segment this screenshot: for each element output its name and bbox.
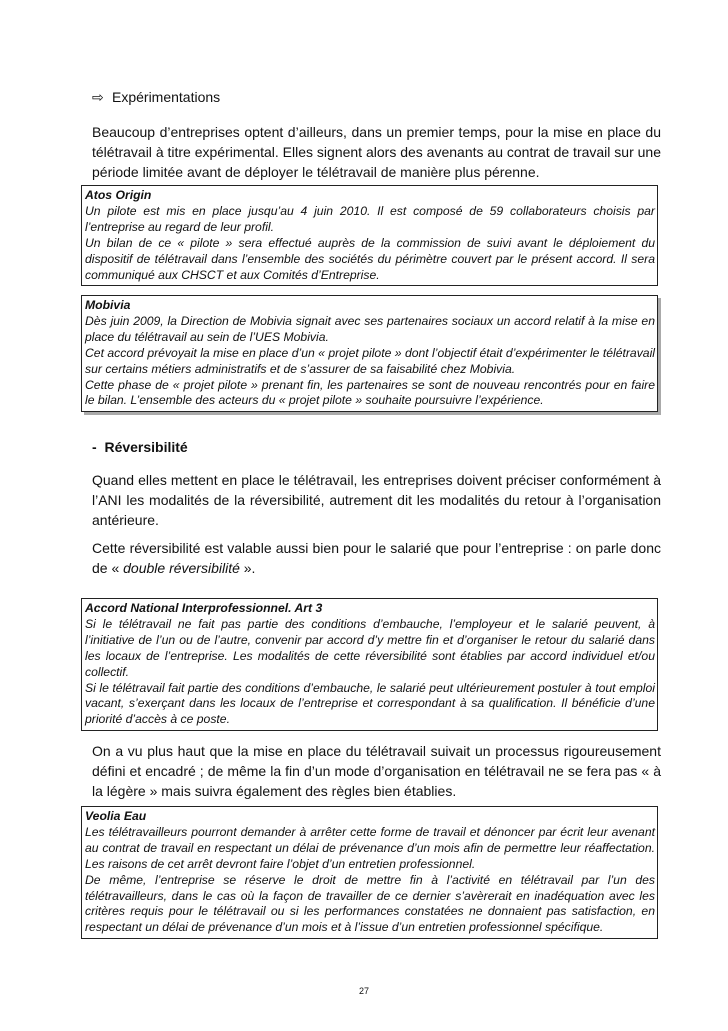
heading-text: Réversibilité (104, 439, 188, 455)
box-paragraph: Si le télétravail fait partie des conditions d’embauche, le salarié peut ultérieurement postuler à tout emploi vacant, s’exerçant dans les locaux de l’entreprise et correspondant à sa qualification. Il bénéficie d’une priorité d’accès à ce poste. (85, 680, 655, 727)
page-number: 27 (358, 986, 369, 996)
paragraph-experimentations: Beaucoup d’entreprises optent d’ailleurs, dans un premier temps, pour la mise en place du télétravail à titre expérimental. Elles signent alors des avenants au contrat de travail sur une période limitée avant de déployer le télétravail de manière plus pérenne. (92, 124, 661, 180)
box-paragraph: Un bilan de ce « pilote » sera effectué auprès de la commission de suivi avant le déploiement du dispositif de télétravail dans l’ensemble des sociétés du périmètre couvert par le présent accord. Il sera communiqué aux CHSCT et aux Comités d’Entreprise. (85, 235, 655, 282)
heading-text: Expérimentations (112, 89, 221, 105)
quote-box-ani-art3 (81, 598, 658, 731)
box-paragraph: Dès juin 2009, la Direction de Mobivia signait avec ses partenaires sociaux un accord relatif à la mise en place du télétravail au sein de l’UES Mobivia. (85, 313, 655, 344)
section-heading-experimentations (92, 89, 220, 106)
dash-bullet: - (92, 439, 105, 455)
quote-box-mobivia (81, 295, 658, 412)
box-title: Atos Origin (85, 188, 152, 202)
box-paragraph: Cet accord prévoyait la mise en place d’un « projet pilote » dont l’objectif était d’expérimenter le télétravail sur certains métiers administratifs et de s’assurer de sa faisabilité chez Mobivia. (85, 345, 655, 376)
quote-box-atos-origin (81, 185, 658, 286)
emphasis-double-reversibilite: double réversibilité (123, 560, 240, 576)
section-heading-reversibilite (92, 439, 188, 455)
paragraph-reversibilite-2: Cette réversibilité est valable aussi bien pour le salarié que pour l’entreprise : on parle donc de « double réversibilité ». (92, 540, 661, 576)
box-title: Veolia Eau (85, 809, 147, 823)
box-paragraph: Cette phase de « projet pilote » prenant fin, les partenaires se sont de nouveau rencontrés pour en faire le bilan. L’ensemble des acteurs du « projet pilote » souhaite poursuivre l’expérience. (85, 377, 655, 408)
paragraph-reversibilite-1: Quand elles mettent en place le télétravail, les entreprises doivent préciser conformément à l’ANI les modalités de la réversibilité, autrement dit les modalités du retour à l’organisation antérieure. (92, 472, 661, 528)
arrow-right-icon: ⇨ (92, 89, 104, 105)
box-title: Mobivia (85, 298, 131, 312)
paragraph-fin-teletravail: On a vu plus haut que la mise en place du télétravail suivait un processus rigoureusement défini et encadré ; de même la fin d’un mode d’organisation en télétravail ne se fera pas « à la légère » mais suivra également des règles bien établies. (92, 743, 661, 799)
box-paragraph: De même, l’entreprise se réserve le droit de mettre fin à l’activité en télétravail par l’un des télétravailleurs, dans le cas où la façon de travailler de ce dernier s’avèrerait en inadéquation avec les critères requis pour le télétravail ou si les performances constatées ne donnaient pas satisfaction, en respectant un délai de prévenance d’un mois et à l’issue d’un entretien professionnel spécifique. (85, 872, 655, 935)
quote-box-veolia-eau (81, 806, 658, 939)
box-title: Accord National Interprofessionnel. Art 3 (85, 601, 323, 615)
box-paragraph: Si le télétravail ne fait pas partie des conditions d’embauche, l’employeur et le salarié peuvent, à l’initiative de l’un ou de l’autre, convenir par accord d’y mettre fin et d’organiser le retour du salarié dans les locaux de l’entreprise. Les modalités de cette réversibilité sont établies par accord individuel et/ou collectif. (85, 616, 655, 679)
box-paragraph: Un pilote est mis en place jusqu’au 4 juin 2010. Il est composé de 59 collaborateurs choisis par l’entreprise au regard de leur profil. (85, 203, 655, 234)
box-paragraph: Les télétravailleurs pourront demander à arrêter cette forme de travail et dénoncer par écrit leur avenant au contrat de travail en respectant un délai de prévenance d’un mois afin de permettre leur réaffectation. Les raisons de cet arrêt devront faire l’objet d’un entretien professionnel. (85, 824, 655, 871)
